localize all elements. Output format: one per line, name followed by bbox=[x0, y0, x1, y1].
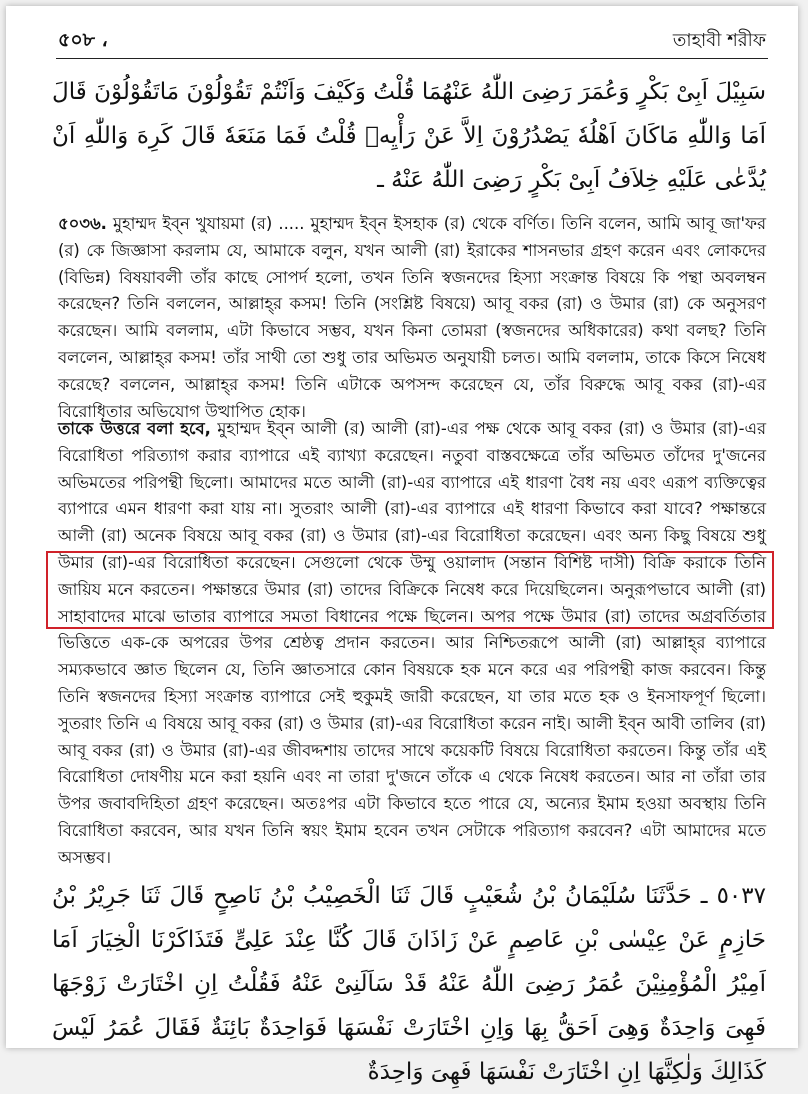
arabic-text-top: سَبِيْلَ اَبِىْ بَكْرٍ وَعُمَرَ رَضِىَ اللّٰهُ عَنْهُمَا قُلْتُ وَكَيْفَ وَاَنْتُمْ تَقُوْلُوْنَ مَاتَقُوْلُوْنَ قَالَ اَمَا وَاللّٰهِ مَاكَانَ اَهْلُهٗ يَصْدُرُوْنَ اِلاَّ عَنْ رَأْيِهٖ قُلْتُ فَمَا مَنَعَهٗ قَالَ كَرِهَ وَاللّٰهِ اَنْ يُدَّعٰى عَلَيْهِ خِلاَفُ اَبِىْ بَكْرٍ رَضِىَ اللّٰهُ عَنْهُ ـ bbox=[52, 79, 766, 193]
highlighted-text: অন্য কিছু বিষয়ে শুধু উমার (রা)-এর বিরোধিতা করেছেন। সেগুলো থেকে উম্মু ওয়ালাদ (সন্তান বিশিষ্ট দাসী) বিক্রি করাকে তিনি জায়িয মনে করতেন। পক্ষান্তরে উমার (রা) তাদের বিক্রিকে নিষেধ করে দিয়েছিলেন। অনুরূপভাবে আলী (রা) সাহাবাদের মাঝে ভাতার ব্যাপারে সমতা বিধানের পক্ষে ছিলেন। bbox=[58, 526, 766, 626]
paragraph-hadith-5036 bbox=[58, 211, 766, 425]
hadith-number: ৫০৩৬. bbox=[58, 214, 107, 233]
paragraph-text: অপর পক্ষে উমার (রা) তাদের অগ্রবর্তিতার ভিত্তিতে এক-কে অপরের উপর শ্রেষ্ঠত্ব প্রদান করতেন। আর নিশ্চিতরূপে আলী (রা) আল্লাহ্‌র ব্যাপারে সম্যকভাবে জ্ঞাত ছিলেন যে, তিনি জ্ঞাতসারে কোন বিষয়কে হক মনে করে এর পরিপন্থী কাজ করবেন। কিন্তু তিনি স্বজনদের হিস্যা সংক্রান্ত ব্যাপারে সেই হুকুমই জারী করেছেন, যা তার মতে হক ও ইনসাফপূর্ণ ছিলো। সুতরাং তিনি এ বিষয়ে আবূ বকর (রা) ও উমার (রা)-এর বিরোধিতা করেন নাই। আলী ইব্‌ন আবী তালিব (রা) আবূ বকর (রা) ও উমার (রা)-এর জীবদ্দশায় তাদের সাথে কয়েকটি বিষয়ে বিরোধিতা করতেন। কিন্তু তাঁর এই বিরোধিতা দোষণীয় মনে করা হয়নি এবং না তারা দু'জনে তাঁকে এ থেকে নিষেধ করতেন। আর না তাঁরা তার উপর জবাবদিহিতা গ্রহণ করেছেন। অতঃপর এটা কিভাবে হতে পারে যে, অন্যের ইমাম হওয়া অবস্থায় তিনি বিরোধিতা করবেন, আর যখন তিনি স্বয়ং ইমাম হবেন তখন সেটাকে পরিত্যাগ করবেন? এটা আমাদের মতে অসম্ভব। bbox=[58, 606, 766, 867]
book-title: তাহাবী শরীফ bbox=[672, 30, 766, 51]
highlight-box bbox=[46, 551, 774, 629]
paragraph-text: মুহাম্মদ ইব্‌ন খুযায়মা (র) ..... মুহাম্মদ ইব্‌ন ইসহাক (র) থেকে বর্ণিত। তিনি বলেন, আমি আবূ জা'ফর (র) কে জিজ্ঞাসা করলাম যে, আমাকে বলুন, যখন আলী (রা) ইরাকের শাসনভার গ্রহণ করেন এবং লোকদের (বিভিন্ন) বিষয়াবলী তাঁর কাছে সোপর্দ হলো, তখন তিনি স্বজনদের হিস্যা সংক্রান্ত বিষয়ে কি পন্থা অবলম্বন করেছেন? তিনি বললেন, আল্লাহ্‌র কসম! তিনি (সংশ্লিষ্ট বিষয়ে) আবূ বকর (রা) ও উমার (রা) কে অনুসরণ করেছেন। আমি বললাম, এটা কিভাবে সম্ভব, যখন কিনা তোমরা (স্বজনদের অধিকারের) কথা বলছ? তিনি বললেন, আল্লাহ্‌র কসম! তাঁর সাথী তো শুধু তার অভিমত অনুযায়ী চলত। আমি বললাম, তাকে কিসে নিষেধ করেছে? বললেন, আল্লাহ্‌র কসম! তিনি এটাকে অপসন্দ করেছেন যে, তাঁর বিরুদ্ধে আবূ বকর (রা)-এর বিরোধিতার অভিযোগ উত্থাপিত হোক। bbox=[58, 214, 766, 421]
paragraph-lead: তাকে উত্তরে বলা হবে, bbox=[58, 419, 211, 438]
paragraph-explanation bbox=[58, 416, 766, 872]
page-number: ৫০৮ ، bbox=[58, 29, 108, 51]
header-divider bbox=[56, 58, 768, 59]
document-page bbox=[6, 6, 798, 1085]
paragraph-text: মুহাম্মদ ইব্‌ন আলী (র) আলী (রা)-এর পক্ষ থেকে আবূ বকর (রা) ও উমার (রা)-এর বিরোধিতা পরিত্যাগ করার ব্যাপারে এই ব্যাখ্যা করেছেন। নতুবা বাস্তবক্ষেত্রে তাঁর অভিমত তাঁদের দু'জনের অভিমতের পরিপন্থী ছিলো। আমাদের মতে আলী (রা)-এর ব্যাপারে এই ধারণা বৈধ নয় এবং এরূপ ব্যক্তিত্বের ব্যাপারে এমন ধারণা করা যায় না। সুতরাং আলী (রা)-এর ব্যাপারে এই ধারণা কিভাবে করা যাবে? পক্ষান্তরে আলী (রা) অনেক বিষয়ে আবূ বকর (রা) ও উমার (রা)-এর বিরোধিতা করেছেন। এবং bbox=[58, 419, 766, 546]
arabic-text-bottom: ٥٠٣٧ ـ حَدَّثَنَا سُلَيْمَانُ بْنُ شُعَيْبٍ قَالَ ثَنَا الْخَصِيْبُ بْنُ نَاصِحٍ قَالَ ثَنَا جَرِيْرُ بْنُ حَازِمٍ عَنْ عِيْسٰى بْنِ عَاصِمٍ عَنْ زَاذَانَ قَالَ كُنَّا عِنْدَ عَلِىٍّ فَتَذَاكَرْنَا الْخِيَارَ اَمَا اَمِيْرُ الْمُؤْمِنِيْنَ عُمَرُ رَضِىَ اللّٰهُ عَنْهُ قَدْ سَاَلَنِىْ عَنْهُ فَقُلْتُ اِنِ اخْتَارَتْ زَوْجَهَا فَهِىَ وَاحِدَةٌ وَهِىَ اَحَقُّ بِهَا وَاِنِ اخْتَارَتْ نَفْسَهَا فَوَاحِدَةٌ بَائِنَةٌ فَقَالَ عُمَرُ لَيْسَ كَذَالِكَ وَلٰكِنَّهَا اِنِ اخْتَارَتْ نَفْسَهَا فَهِىَ وَاحِدَةٌ bbox=[52, 883, 766, 1085]
